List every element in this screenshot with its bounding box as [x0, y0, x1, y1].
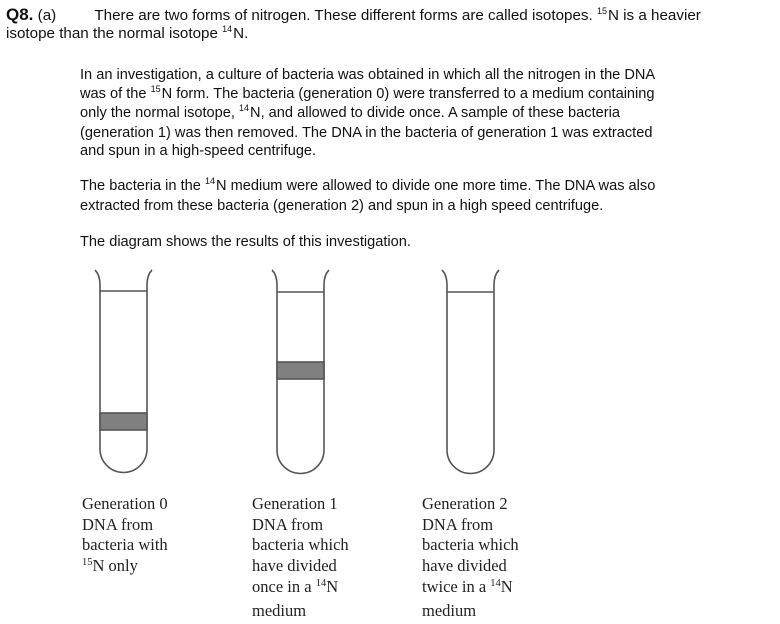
caption-text: once in a: [252, 576, 312, 596]
caption-line: DNA from: [252, 514, 324, 534]
intro-text-a: There are two forms of nitrogen. These different forms are called isotopes.: [94, 7, 593, 24]
caption-line: bacteria with: [82, 535, 168, 555]
dna-band-generation-1: [277, 362, 324, 379]
caption-line: have divided: [252, 556, 337, 576]
caption-text: twice in a: [422, 576, 487, 596]
isotope-superscript: 15: [596, 6, 607, 16]
test-tube-generation-2: [442, 270, 499, 473]
caption-line: DNA from: [82, 514, 154, 534]
isotope-superscript: 14: [239, 103, 250, 113]
caption-line: bacteria which: [422, 535, 519, 555]
intro-text-b: N is a heavier: [607, 7, 701, 24]
isotope-superscript: 14: [204, 176, 215, 186]
isotope-superscript: 14: [315, 577, 327, 589]
para3-line: The diagram shows the results of this investigation.: [80, 234, 411, 250]
caption-line: [252, 577, 349, 601]
para2-line2: extracted from these bacteria (generation 2) and spun in a high speed centrifuge.: [80, 197, 604, 214]
isotope-superscript: 14: [222, 24, 233, 34]
isotope-superscript: 15: [82, 557, 93, 569]
para1-line2-a: was of the: [80, 85, 147, 102]
caption-line: medium: [422, 600, 477, 620]
dna-band-generation-0: [100, 413, 147, 430]
caption-line: Generation 1: [252, 494, 338, 513]
intro-line2-end: N.: [233, 25, 249, 42]
intro-line2-text: isotope than the normal isotope: [6, 25, 218, 42]
para1-line3-b: N, and allowed to divide once. A sample of these bacteria: [250, 105, 620, 121]
caption-text: N: [326, 576, 339, 596]
caption-generation-1: [252, 494, 349, 621]
caption-line: DNA from: [422, 514, 494, 534]
isotope-superscript: 14: [490, 577, 501, 589]
question-part: (a): [37, 7, 57, 24]
para1-line3-a: only the normal isotope,: [80, 105, 235, 121]
caption-text: N only: [92, 556, 138, 576]
caption-line: Generation 0: [82, 494, 168, 513]
caption-generation-2: [422, 494, 519, 621]
para2-line1-b: N medium were allowed to divide one more time. The DNA was also: [215, 178, 656, 194]
question-number: Q8.: [6, 5, 34, 24]
caption-line: have divided: [422, 556, 507, 576]
test-tube-generation-1: [272, 270, 329, 473]
para1-line4: (generation 1) was then removed. The DNA in the bacteria of generation 1 was extracted: [80, 124, 653, 141]
caption-generation-0: [82, 494, 168, 580]
caption-line: medium: [252, 600, 307, 620]
isotope-superscript: 15: [150, 83, 161, 94]
para1-line5: and spun in a high-speed centrifuge.: [80, 143, 317, 159]
caption-text: N: [500, 576, 513, 596]
caption-line: [422, 577, 519, 601]
para2-line1-a: The bacteria in the: [80, 178, 201, 194]
para1-line2-b: N form. The bacteria (generation 0) were transferred to a medium containing: [161, 85, 655, 102]
caption-line: bacteria which: [252, 535, 349, 555]
test-tube-generation-0: [95, 270, 152, 473]
caption-line: Generation 2: [422, 494, 508, 513]
para1-line1: In an investigation, a culture of bacteria was obtained in which all the nitrogen in the DNA: [80, 67, 656, 83]
caption-line: [82, 556, 168, 580]
